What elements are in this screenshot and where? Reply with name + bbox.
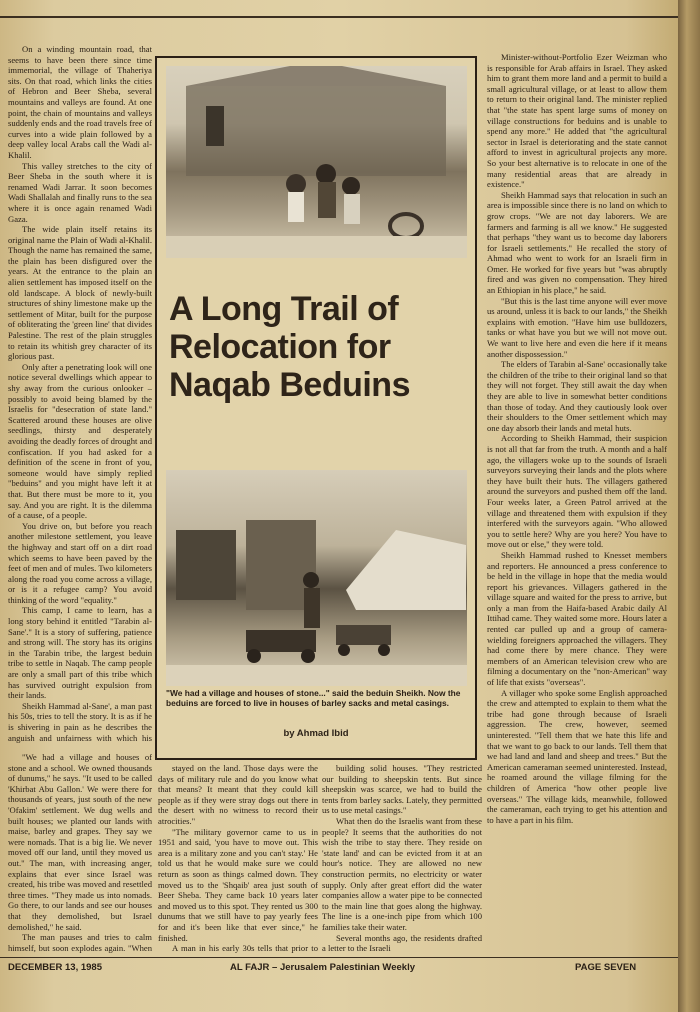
article-column-bottom-2 [322,763,482,955]
photo-illustration [166,66,467,258]
newspaper-name: AL FAJR – Jerusalem Palestinian Weekly [230,962,415,973]
paragraph: The elders of Tarabin al-Sane' occasionally take the children of the tribe to their original land so that they will not forget. They still await the day when they are able to live in somewhat better conditions than those of today. And they cautiously look over their shoulders to the Omer settlement which may one day absorb their lands and metal huts. [487,359,667,433]
paragraph: Sheikh Hammad rushed to Knesset members and reporters. He announced a press conference to be held in the village in hope that the media would report his grievances. Villagers gathered in the village square and waited for the press to arrive, but only a man from the Haifa-based Arabic daily Al Ittihad came. They waited some more. Hours later a rented car pulled up and a group of camera-wielding foreigners approached the villagers. They had come there by mere chance. They were members of an American television crew who are filming a documentary on the "non-American" way of life that exists "overseas". [487,549,667,688]
footer-rule [0,957,680,958]
paragraph: Only after a penetrating look will one notice several dwellings which appear to shy away from the curious onlooker – possibly to avoid being blamed by the Israelis for "desecration of state land." Scattered around these houses are olive seedlings, thirsty and desperately avoiding the deadly forces of drought and confiscation. If you had asked for a definition of the scene in front of you, someone would have simply replied "beduins" and you might have left it at that. But there must be more to it, you say. And you are right. It is the dilemma of a cause, of a people. [8,361,152,521]
paragraph: building solid houses. "They restricted our building to sheepskin tents. But since sheepskin was scarce, we had to build the tents from barley sacks. Lately, they permitted us to use metal casings." [322,763,482,816]
paragraph: You drive on, but before you reach another milestone settlement, you leave the highway and start off on a dirt road which seems to have been paved by the feet of men and of mules. Two kilometers along the road you come across a village, or is it a refugee camp? You avoid thinking of the word "equality." [8,520,152,605]
paragraph: The man pauses and tries to calm himself, but soon explodes again. "When [8,932,152,953]
paragraph: The wide plain itself retains its original name the Plain of Wadi al-Khalil. Though the name has remained the same, the plain has been disfigured over the years. At the entrance to the plain an alien settlement has imposed itself on the old landscape. A block of newly-built structures of shiny limestone make up the settlement of Mitar, built for the purpose of obliterating the 'green line' that divides Palestine. The rest of the plain struggles to retain its whitish grey character of its glorious past. [8,224,152,362]
paragraph: "But this is the last time anyone will ever move us around, unless it is back to our lands," the Sheikh explains with emotion. "Have him use bulldozers, tanks or what have you but we will not move out. We want to live here and even die here if it means another dispossession." [487,295,667,359]
paragraph: Minister-without-Portfolio Ezer Weizman who is responsible for Arab affairs in Israel. They asked him to grant them more land and a permit to build a small agricultural village, or at least to allow them to return to their original land. The minister replied that "the state has spent large sums of money on village constructions for beduins and is unable to spend any more." He added that "the agricultural sector in Israel is deteriorating and the state cannot afford to invest in agricultural projects any more. So your best alternative is to relocate in one of the many residential areas that are already in existence." [487,52,667,190]
paragraph: According to Sheikh Hammad, their suspicion is not all that far from the truth. A month and a half ago, the villagers woke up to the sounds of Israeli surveyors surveying their lands and the plots where they have built their huts. The villagers gathered around the surveyors and pushed them off the land. Four weeks later, a Green Patrol arrived at the village and threatened them with expulsion if they interfered with the surveyors again. "Who allowed you to settle here? Why are you here? You have to move out or else," they were told. [487,433,667,550]
feature-box [155,56,477,760]
paragraph: This valley stretches to the city of Beer Sheba in the south where it is renamed Wadi Jarrar. It soon becomes Wadi Shallalah and finally runs to the sea where it is once again renamed Wadi Gaza. [8,160,152,224]
paragraph: Several months ago, the residents drafted a letter to the Israeli [322,932,482,954]
article-column-bottom-1 [158,763,318,955]
article-headline: A Long Trail of Relocation for Naqab Beduins [169,290,410,404]
article-byline: by Ahmad Ibid [283,728,349,739]
page-number: PAGE SEVEN [575,962,637,973]
photo-metal-huts [166,470,467,686]
paragraph: "We had a village and houses of stone and a school. We owned thousands of dunums," he says. "It used to be called 'Khirbat Abu Gallon.' We were there for thousands of years, just south of the new 'Ofakim' settlement. We dug wells and built houses; we planted our lands with maise, barley and grapes. They say we were nomads. That is a big lie. We never moved off our land, until they moved us out." The man, with increasing anger, explains that ever since Israel was created, his tribe was moved and resettled three times. "They made us into nomads. Go there, to our lands and see our houses that they demolished, but Israel demolished," he said. [8,752,152,932]
paragraph: "The military governor came to us in 1951 and said, 'you have to move out. This area is a military zone and you can't stay.' He told us that he would make sure we could return as soon as things calmed down. They moved us to the 'Shqaib' area just south of Beer Sheba. They came back 10 years later and moved us to this spot. They rented us 300 dunums that we still have to pay yearly fees for and it's been like that ever since," he finished. [158,826,318,943]
paragraph: On a winding mountain road, that seems to have been there since time immemorial, the village of Thaheriya sits. On that road, which links the cities of Hebron and Beer Sheba, several mountains and valleys are found. At one point, the chain of mountains and valleys suddenly ends and the road travels free of curves into a wide plain followed by a deep valley local Arabs call the Wadi al-Khalil. [8,44,152,160]
top-rule [0,16,680,18]
photo-illustration [166,470,467,686]
paragraph: What then do the Israelis want from these people? It seems that the authorities do not wish the tribe to stay there. They reside on 'state land' and can be evicted from it at an hour's notice. They are allowed no new construction permits, no electricity or water supply. Only after great effort did the water companies allow a water pipe to be connected to the main line that goes along the highway. The line is a one-inch pipe from which 100 families take their water. [322,815,482,932]
paragraph: This camp, I came to learn, has a long story behind it entitled "Tarabin al-Sane'." It is a story of suffering, patience and strong will. The story has its origins in the Tarabin tribe, the largest beduin tribe to settle in Naqab. The camp people are only a small part of this tribe which has survived outright expulsion from their lands. [8,605,152,701]
article-column-left [8,44,152,744]
paragraph: stayed on the land. Those days were the days of military rule and do you know what that means? It meant that they could kill people as if they were stray dogs out there in the desert with no witness to record their atrocities." [158,763,318,826]
paragraph: A villager who spoke some English approached the crew and attempted to explain to them what the tribe had gone through because of Israeli aggression. The crew, however, seemed uninterested. "Tell them that we hate this life and that we want to go back to our lands. Tell them that we had land and land and sheep and trees." But the American cameraman seemed uninterested. Instead, he roamed around the village filming for the children of America "how other people live overseas." The village kids, meanwhile, followed the cameraman, each trying to get his attention and to have a part in his film. [487,687,667,825]
binding-spine [678,0,700,1012]
paragraph: Sheikh Hammad al-Sane', a man past his 50s, tries to tell the story. It is as if he is shivering in pain as he describes the anguish and unfairness with which his [8,700,152,743]
issue-date: DECEMBER 13, 1985 [8,962,102,973]
paragraph: Sheikh Hammad says that relocation in such an area is impossible since there is no land on which to grow crops. "We are not day laborers. We are farmers and farming is all we know." He suggested that perhaps "they want us to become day laborers for Israeli settlements." He recalled the story of Ahmad who went to work for an Israeli firm in Omer. He worked for five years but "was abruptly fired and was given no compensation. They hired an Ethiopian in his place," he said. [487,189,667,296]
article-column-right [487,52,667,954]
photo-children-hut [166,66,467,258]
photo-caption: "We had a village and houses of stone..." said the beduin Sheikh. Now the beduins are forced to live in houses of barley sacks and metal casings. [166,688,461,708]
paragraph: A man in his early 30s tells that prior to [172,943,318,954]
article-column-left-bottom [8,752,152,955]
